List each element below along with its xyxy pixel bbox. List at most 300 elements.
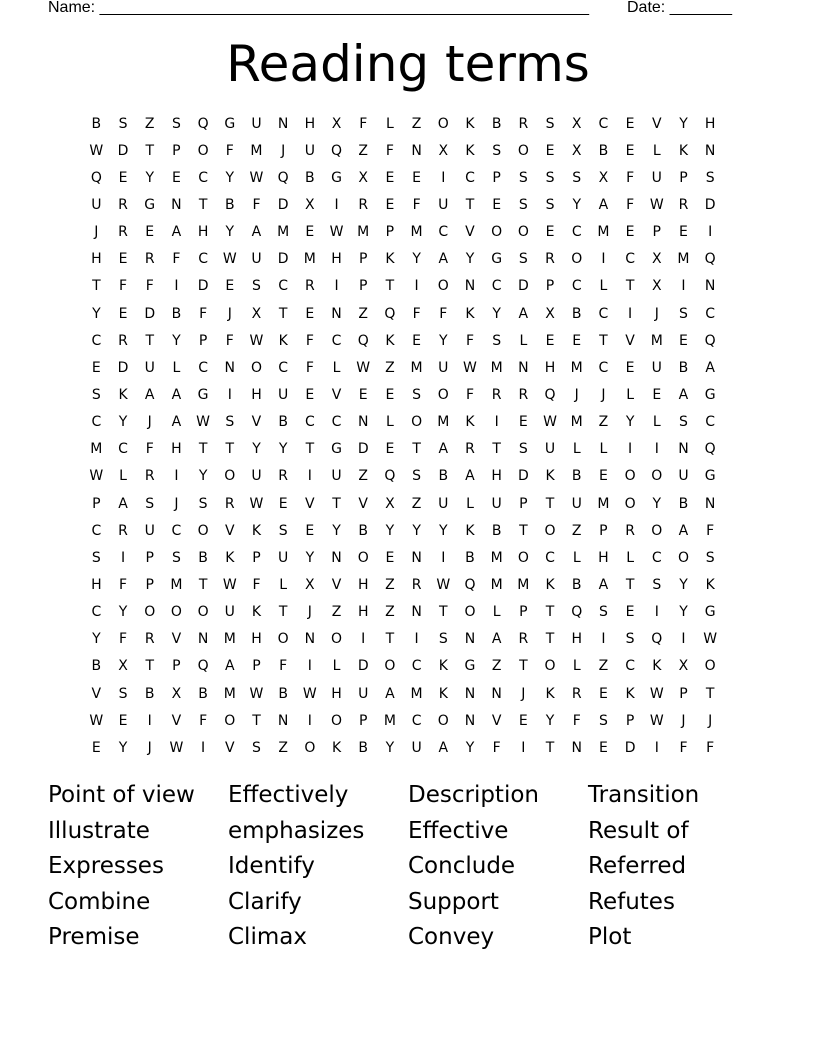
grid-letter[interactable]: W xyxy=(89,712,104,729)
grid-letter[interactable]: T xyxy=(492,441,501,458)
grid-letter[interactable]: K xyxy=(652,658,662,675)
grid-letter[interactable]: Z xyxy=(411,115,422,132)
grid-letter[interactable]: E xyxy=(358,386,368,403)
grid-letter[interactable]: B xyxy=(491,522,502,539)
grid-letter[interactable]: S xyxy=(679,305,688,322)
grid-letter[interactable]: O xyxy=(170,604,182,621)
grid-letter[interactable]: V xyxy=(305,495,315,512)
grid-letter[interactable]: P xyxy=(652,224,661,241)
grid-letter[interactable]: I xyxy=(307,468,312,485)
grid-letter[interactable]: I xyxy=(227,386,232,403)
grid-letter[interactable]: N xyxy=(331,549,342,566)
grid-letter[interactable]: R xyxy=(625,522,635,539)
grid-letter[interactable]: V xyxy=(358,495,368,512)
grid-letter[interactable]: A xyxy=(465,468,475,485)
grid-letter[interactable]: H xyxy=(491,468,502,485)
grid-letter[interactable]: W xyxy=(196,414,211,431)
grid-letter[interactable]: E xyxy=(385,549,395,566)
grid-letter[interactable]: E xyxy=(625,142,635,159)
grid-letter[interactable]: Z xyxy=(571,522,582,539)
grid-letter[interactable]: J xyxy=(281,142,286,159)
grid-letter[interactable]: M xyxy=(677,251,690,268)
grid-letter[interactable]: C xyxy=(278,359,289,376)
grid-letter[interactable]: T xyxy=(252,712,261,729)
grid-letter[interactable]: B xyxy=(465,549,475,566)
grid-letter[interactable]: O xyxy=(144,604,156,621)
grid-letter[interactable]: R xyxy=(545,251,555,268)
grid-letter[interactable]: B xyxy=(678,495,689,512)
grid-letter[interactable]: G xyxy=(331,169,342,186)
grid-letter[interactable]: K xyxy=(118,386,128,403)
grid-letter[interactable]: A xyxy=(678,522,689,539)
grid-letter[interactable]: C xyxy=(705,305,716,322)
grid-letter[interactable]: I xyxy=(654,604,659,621)
grid-letter[interactable]: S xyxy=(118,685,128,702)
grid-letter[interactable]: C xyxy=(198,251,208,268)
grid-letter[interactable]: K xyxy=(385,251,395,268)
grid-letter[interactable]: J xyxy=(227,305,232,322)
grid-letter[interactable]: R xyxy=(518,115,529,132)
grid-letter[interactable]: O xyxy=(197,604,209,621)
grid-letter[interactable]: P xyxy=(599,522,608,539)
grid-letter[interactable]: M xyxy=(410,224,423,241)
grid-letter[interactable]: A xyxy=(144,386,155,403)
grid-letter[interactable]: W xyxy=(649,712,664,729)
grid-letter[interactable]: M xyxy=(490,576,503,593)
grid-letter[interactable]: T xyxy=(145,142,154,159)
grid-letter[interactable]: W xyxy=(222,251,237,268)
grid-letter[interactable]: U xyxy=(278,386,289,403)
grid-letter[interactable]: F xyxy=(465,386,474,403)
grid-letter[interactable]: S xyxy=(252,278,261,295)
grid-letter[interactable]: A xyxy=(171,224,182,241)
grid-letter[interactable]: S xyxy=(412,386,422,403)
grid-letter[interactable]: K xyxy=(278,332,288,349)
grid-letter[interactable]: I xyxy=(681,278,686,295)
grid-letter[interactable]: Y xyxy=(252,441,261,458)
grid-letter[interactable]: M xyxy=(597,495,610,512)
grid-letter[interactable]: G xyxy=(491,251,503,268)
grid-letter[interactable]: P xyxy=(145,549,154,566)
grid-letter[interactable]: O xyxy=(651,522,663,539)
grid-letter[interactable]: O xyxy=(331,712,343,729)
grid-letter[interactable]: E xyxy=(278,495,288,512)
grid-letter[interactable]: R xyxy=(118,332,128,349)
grid-letter[interactable]: Y xyxy=(278,441,288,458)
grid-letter[interactable]: I xyxy=(654,739,659,756)
grid-letter[interactable]: I xyxy=(654,441,659,458)
grid-letter[interactable]: Y xyxy=(572,196,581,213)
grid-letter[interactable]: I xyxy=(441,169,446,186)
grid-letter[interactable]: U xyxy=(278,549,289,566)
grid-letter[interactable]: T xyxy=(625,576,635,593)
grid-letter[interactable]: K xyxy=(438,658,448,675)
grid-letter[interactable]: T xyxy=(705,685,715,702)
grid-letter[interactable]: E xyxy=(225,278,235,295)
grid-letter[interactable]: N xyxy=(464,278,476,295)
grid-letter[interactable]: K xyxy=(678,142,689,159)
grid-letter[interactable]: K xyxy=(545,468,555,485)
grid-letter[interactable]: S xyxy=(492,332,502,349)
grid-letter[interactable]: A xyxy=(118,495,128,512)
grid-letter[interactable]: K xyxy=(251,522,262,539)
grid-letter[interactable]: M xyxy=(90,441,103,458)
grid-letter[interactable]: T xyxy=(278,604,288,621)
grid-letter[interactable]: Q xyxy=(704,441,716,458)
grid-letter[interactable]: H xyxy=(331,251,342,268)
grid-letter[interactable]: C xyxy=(625,251,635,268)
grid-letter[interactable]: X xyxy=(171,685,182,702)
grid-letter[interactable]: E xyxy=(598,685,608,702)
grid-letter[interactable]: T xyxy=(225,441,235,458)
grid-letter[interactable]: C xyxy=(705,414,716,431)
grid-letter[interactable]: P xyxy=(519,604,528,621)
grid-letter[interactable]: C xyxy=(651,549,662,566)
grid-letter[interactable]: R xyxy=(224,495,235,512)
grid-letter[interactable]: C xyxy=(491,278,502,295)
grid-letter[interactable]: C xyxy=(304,414,315,431)
grid-letter[interactable]: K xyxy=(251,604,262,621)
letter-grid[interactable] xyxy=(83,110,724,761)
grid-letter[interactable]: B xyxy=(571,305,582,322)
grid-letter[interactable]: E xyxy=(118,305,128,322)
grid-letter[interactable]: B xyxy=(144,685,155,702)
grid-letter[interactable]: F xyxy=(359,115,368,132)
grid-letter[interactable]: K xyxy=(465,522,475,539)
grid-letter[interactable]: C xyxy=(598,305,609,322)
grid-letter[interactable]: R xyxy=(465,441,475,458)
grid-letter[interactable]: Y xyxy=(465,739,475,756)
grid-letter[interactable]: E xyxy=(652,386,662,403)
grid-letter[interactable]: W xyxy=(649,196,664,213)
grid-letter[interactable]: L xyxy=(386,115,394,132)
grid-letter[interactable]: B xyxy=(278,685,288,702)
grid-letter[interactable]: X xyxy=(251,305,262,322)
grid-letter[interactable]: Y xyxy=(332,522,341,539)
grid-letter[interactable]: A xyxy=(491,631,502,648)
grid-letter[interactable]: O xyxy=(464,604,476,621)
grid-letter[interactable]: E xyxy=(518,712,528,729)
grid-letter[interactable]: F xyxy=(145,441,154,458)
grid-letter[interactable]: A xyxy=(678,386,689,403)
grid-letter[interactable]: U xyxy=(331,468,342,485)
grid-letter[interactable]: M xyxy=(170,576,183,593)
grid-letter[interactable]: N xyxy=(411,604,422,621)
grid-letter[interactable]: S xyxy=(225,414,235,431)
grid-letter[interactable]: N xyxy=(331,305,342,322)
grid-letter[interactable]: Q xyxy=(197,115,209,132)
grid-letter[interactable]: F xyxy=(252,196,261,213)
grid-letter[interactable]: P xyxy=(625,712,635,729)
grid-letter[interactable]: W xyxy=(222,576,237,593)
grid-letter[interactable]: Z xyxy=(144,115,155,132)
grid-letter[interactable]: E xyxy=(385,386,395,403)
grid-letter[interactable]: X xyxy=(545,305,555,322)
grid-letter[interactable]: V xyxy=(651,115,662,132)
grid-letter[interactable]: A xyxy=(251,224,262,241)
grid-letter[interactable]: F xyxy=(305,359,314,376)
grid-letter[interactable]: C xyxy=(438,224,449,241)
grid-letter[interactable]: F xyxy=(679,739,688,756)
grid-letter[interactable]: D xyxy=(197,278,209,295)
grid-letter[interactable]: X xyxy=(305,196,315,213)
grid-letter[interactable]: K xyxy=(385,332,395,349)
grid-letter[interactable]: N xyxy=(277,115,289,132)
grid-letter[interactable]: L xyxy=(652,142,661,159)
grid-letter[interactable]: I xyxy=(414,631,419,648)
grid-letter[interactable]: T xyxy=(599,332,608,349)
grid-letter[interactable]: E xyxy=(679,224,688,241)
grid-letter[interactable]: Z xyxy=(358,142,369,159)
grid-letter[interactable]: U xyxy=(571,495,582,512)
grid-letter[interactable]: F xyxy=(412,305,421,322)
grid-letter[interactable]: C xyxy=(91,604,102,621)
grid-letter[interactable]: N xyxy=(411,549,422,566)
grid-letter[interactable]: R xyxy=(571,685,582,702)
grid-letter[interactable]: V xyxy=(171,631,182,648)
grid-letter[interactable]: J xyxy=(708,712,713,729)
grid-letter[interactable]: P xyxy=(385,224,395,241)
grid-letter[interactable]: M xyxy=(277,224,290,241)
grid-letter[interactable]: E xyxy=(545,332,555,349)
grid-letter[interactable]: Y xyxy=(305,549,315,566)
grid-letter[interactable]: X xyxy=(598,169,609,186)
grid-letter[interactable]: S xyxy=(545,169,555,186)
grid-letter[interactable]: E xyxy=(572,332,582,349)
grid-letter[interactable]: F xyxy=(439,305,448,322)
grid-letter[interactable]: S xyxy=(652,576,662,593)
grid-letter[interactable]: Y xyxy=(412,251,421,268)
grid-letter[interactable]: N xyxy=(518,359,529,376)
grid-letter[interactable]: I xyxy=(334,196,339,213)
grid-letter[interactable]: L xyxy=(119,468,127,485)
grid-letter[interactable]: Y xyxy=(198,468,208,485)
grid-letter[interactable]: T xyxy=(545,604,555,621)
grid-letter[interactable]: X xyxy=(571,115,582,132)
grid-letter[interactable]: W xyxy=(703,631,718,648)
grid-letter[interactable]: Y xyxy=(118,414,128,431)
grid-letter[interactable]: S xyxy=(679,414,688,431)
grid-letter[interactable]: M xyxy=(490,549,503,566)
grid-letter[interactable]: L xyxy=(466,495,474,512)
grid-letter[interactable]: D xyxy=(277,251,289,268)
grid-letter[interactable]: R xyxy=(118,522,128,539)
grid-letter[interactable]: E xyxy=(518,414,528,431)
grid-letter[interactable]: M xyxy=(597,224,610,241)
grid-letter[interactable]: X xyxy=(651,251,662,268)
grid-letter[interactable]: S xyxy=(518,169,528,186)
grid-letter[interactable]: C xyxy=(598,359,609,376)
grid-letter[interactable]: M xyxy=(570,414,583,431)
grid-letter[interactable]: D xyxy=(117,359,129,376)
grid-letter[interactable]: H xyxy=(251,386,262,403)
grid-letter[interactable]: B xyxy=(571,576,582,593)
grid-letter[interactable]: B xyxy=(571,468,582,485)
grid-letter[interactable]: L xyxy=(492,604,501,621)
grid-letter[interactable]: O xyxy=(624,495,636,512)
grid-letter[interactable]: P xyxy=(679,685,688,702)
grid-letter[interactable]: M xyxy=(303,251,316,268)
grid-letter[interactable]: V xyxy=(224,522,235,539)
grid-letter[interactable]: E xyxy=(412,169,422,186)
grid-letter[interactable]: Q xyxy=(464,576,476,593)
grid-letter[interactable]: N xyxy=(197,631,209,648)
grid-letter[interactable]: E xyxy=(118,251,128,268)
grid-letter[interactable]: D xyxy=(624,739,636,756)
grid-letter[interactable]: S xyxy=(91,386,101,403)
grid-letter[interactable]: N xyxy=(704,495,716,512)
grid-letter[interactable]: M xyxy=(650,332,663,349)
grid-letter[interactable]: T xyxy=(145,658,154,675)
grid-letter[interactable]: W xyxy=(89,142,104,159)
grid-letter[interactable]: Z xyxy=(278,739,288,756)
grid-letter[interactable]: G xyxy=(224,115,236,132)
grid-letter[interactable]: Y xyxy=(145,169,154,186)
grid-letter[interactable]: L xyxy=(519,332,528,349)
grid-letter[interactable]: N xyxy=(678,441,689,458)
grid-letter[interactable]: K xyxy=(465,142,475,159)
grid-letter[interactable]: X xyxy=(678,658,689,675)
grid-letter[interactable]: W xyxy=(302,685,317,702)
grid-letter[interactable]: J xyxy=(147,414,152,431)
grid-letter[interactable]: F xyxy=(225,332,234,349)
grid-letter[interactable]: E xyxy=(305,224,315,241)
grid-letter[interactable]: B xyxy=(358,739,369,756)
grid-letter[interactable]: M xyxy=(223,631,236,648)
grid-letter[interactable]: D xyxy=(357,658,369,675)
grid-letter[interactable]: P xyxy=(172,142,181,159)
grid-letter[interactable]: E xyxy=(118,169,128,186)
grid-letter[interactable]: X xyxy=(118,658,128,675)
grid-letter[interactable]: L xyxy=(626,549,634,566)
grid-letter[interactable]: R xyxy=(491,386,502,403)
grid-letter[interactable]: T xyxy=(198,441,208,458)
grid-letter[interactable]: X xyxy=(651,278,662,295)
grid-letter[interactable]: Y xyxy=(118,739,128,756)
grid-letter[interactable]: B xyxy=(198,685,208,702)
grid-letter[interactable]: X xyxy=(571,142,582,159)
grid-letter[interactable]: N xyxy=(464,712,476,729)
grid-letter[interactable]: O xyxy=(491,224,503,241)
grid-letter[interactable]: A xyxy=(438,739,449,756)
grid-letter[interactable]: U xyxy=(491,495,502,512)
grid-letter[interactable]: I xyxy=(334,278,339,295)
grid-letter[interactable]: E xyxy=(625,604,635,621)
grid-letter[interactable]: O xyxy=(651,468,663,485)
grid-letter[interactable]: R xyxy=(118,196,128,213)
grid-letter[interactable]: S xyxy=(438,631,448,648)
grid-letter[interactable]: N xyxy=(357,414,369,431)
grid-letter[interactable]: C xyxy=(278,278,289,295)
grid-letter[interactable]: C xyxy=(198,359,208,376)
grid-letter[interactable]: Z xyxy=(385,576,395,593)
grid-letter[interactable]: A xyxy=(438,441,449,458)
grid-letter[interactable]: H xyxy=(571,631,582,648)
grid-letter[interactable]: N xyxy=(304,631,316,648)
grid-letter[interactable]: S xyxy=(278,522,288,539)
grid-letter[interactable]: T xyxy=(412,441,421,458)
grid-letter[interactable]: K xyxy=(705,576,715,593)
grid-letter[interactable]: D xyxy=(357,441,369,458)
grid-letter[interactable]: O xyxy=(544,522,556,539)
grid-letter[interactable]: L xyxy=(572,549,581,566)
grid-letter[interactable]: B xyxy=(678,359,689,376)
grid-letter[interactable]: Q xyxy=(704,251,716,268)
grid-letter[interactable]: H xyxy=(251,631,262,648)
grid-letter[interactable]: O xyxy=(197,142,209,159)
grid-letter[interactable]: K xyxy=(545,685,555,702)
grid-letter[interactable]: W xyxy=(249,332,264,349)
grid-letter[interactable]: E xyxy=(305,386,315,403)
grid-letter[interactable]: C xyxy=(91,522,102,539)
grid-letter[interactable]: Z xyxy=(385,604,395,621)
grid-letter[interactable]: O xyxy=(437,115,449,132)
grid-letter[interactable]: H xyxy=(357,576,369,593)
grid-letter[interactable]: E xyxy=(118,712,128,729)
grid-letter[interactable]: S xyxy=(572,169,582,186)
grid-letter[interactable]: N xyxy=(571,739,582,756)
grid-letter[interactable]: M xyxy=(383,712,396,729)
grid-letter[interactable]: F xyxy=(252,576,261,593)
grid-letter[interactable]: H xyxy=(357,604,369,621)
grid-letter[interactable]: D xyxy=(517,468,529,485)
grid-letter[interactable]: T xyxy=(545,739,555,756)
grid-letter[interactable]: T xyxy=(625,278,635,295)
grid-letter[interactable]: R xyxy=(278,468,289,485)
grid-letter[interactable]: G xyxy=(197,386,209,403)
grid-letter[interactable]: G xyxy=(704,468,716,485)
grid-letter[interactable]: Y xyxy=(118,604,128,621)
grid-letter[interactable]: A xyxy=(171,386,182,403)
grid-letter[interactable]: T xyxy=(278,305,288,322)
grid-letter[interactable]: N xyxy=(411,142,422,159)
grid-letter[interactable]: P xyxy=(358,278,368,295)
grid-letter[interactable]: I xyxy=(601,251,606,268)
grid-letter[interactable]: N xyxy=(464,685,476,702)
grid-letter[interactable]: O xyxy=(331,631,343,648)
grid-letter[interactable]: I xyxy=(494,414,499,431)
grid-letter[interactable]: M xyxy=(357,224,370,241)
grid-letter[interactable]: S xyxy=(545,115,555,132)
grid-letter[interactable]: C xyxy=(465,169,475,186)
grid-letter[interactable]: O xyxy=(304,739,316,756)
grid-letter[interactable]: E xyxy=(385,169,395,186)
grid-letter[interactable]: Z xyxy=(598,414,609,431)
grid-letter[interactable]: S xyxy=(252,739,261,756)
grid-letter[interactable]: B xyxy=(358,522,369,539)
grid-letter[interactable]: U xyxy=(438,359,449,376)
grid-letter[interactable]: S xyxy=(91,549,101,566)
grid-letter[interactable]: Z xyxy=(331,604,342,621)
grid-letter[interactable]: E xyxy=(171,169,181,186)
grid-letter[interactable]: Y xyxy=(625,414,635,431)
grid-letter[interactable]: W xyxy=(89,468,104,485)
grid-letter[interactable]: U xyxy=(224,604,235,621)
grid-letter[interactable]: T xyxy=(465,196,475,213)
grid-letter[interactable]: C xyxy=(571,224,582,241)
grid-letter[interactable]: B xyxy=(198,549,208,566)
grid-letter[interactable]: B xyxy=(491,115,502,132)
grid-letter[interactable]: Q xyxy=(197,658,209,675)
grid-letter[interactable]: Q xyxy=(704,332,716,349)
grid-letter[interactable]: W xyxy=(329,224,344,241)
grid-letter[interactable]: E xyxy=(305,522,315,539)
grid-letter[interactable]: Y xyxy=(545,712,555,729)
grid-letter[interactable]: H xyxy=(598,549,609,566)
grid-letter[interactable]: L xyxy=(599,278,608,295)
grid-letter[interactable]: W xyxy=(169,739,184,756)
grid-letter[interactable]: L xyxy=(386,414,394,431)
